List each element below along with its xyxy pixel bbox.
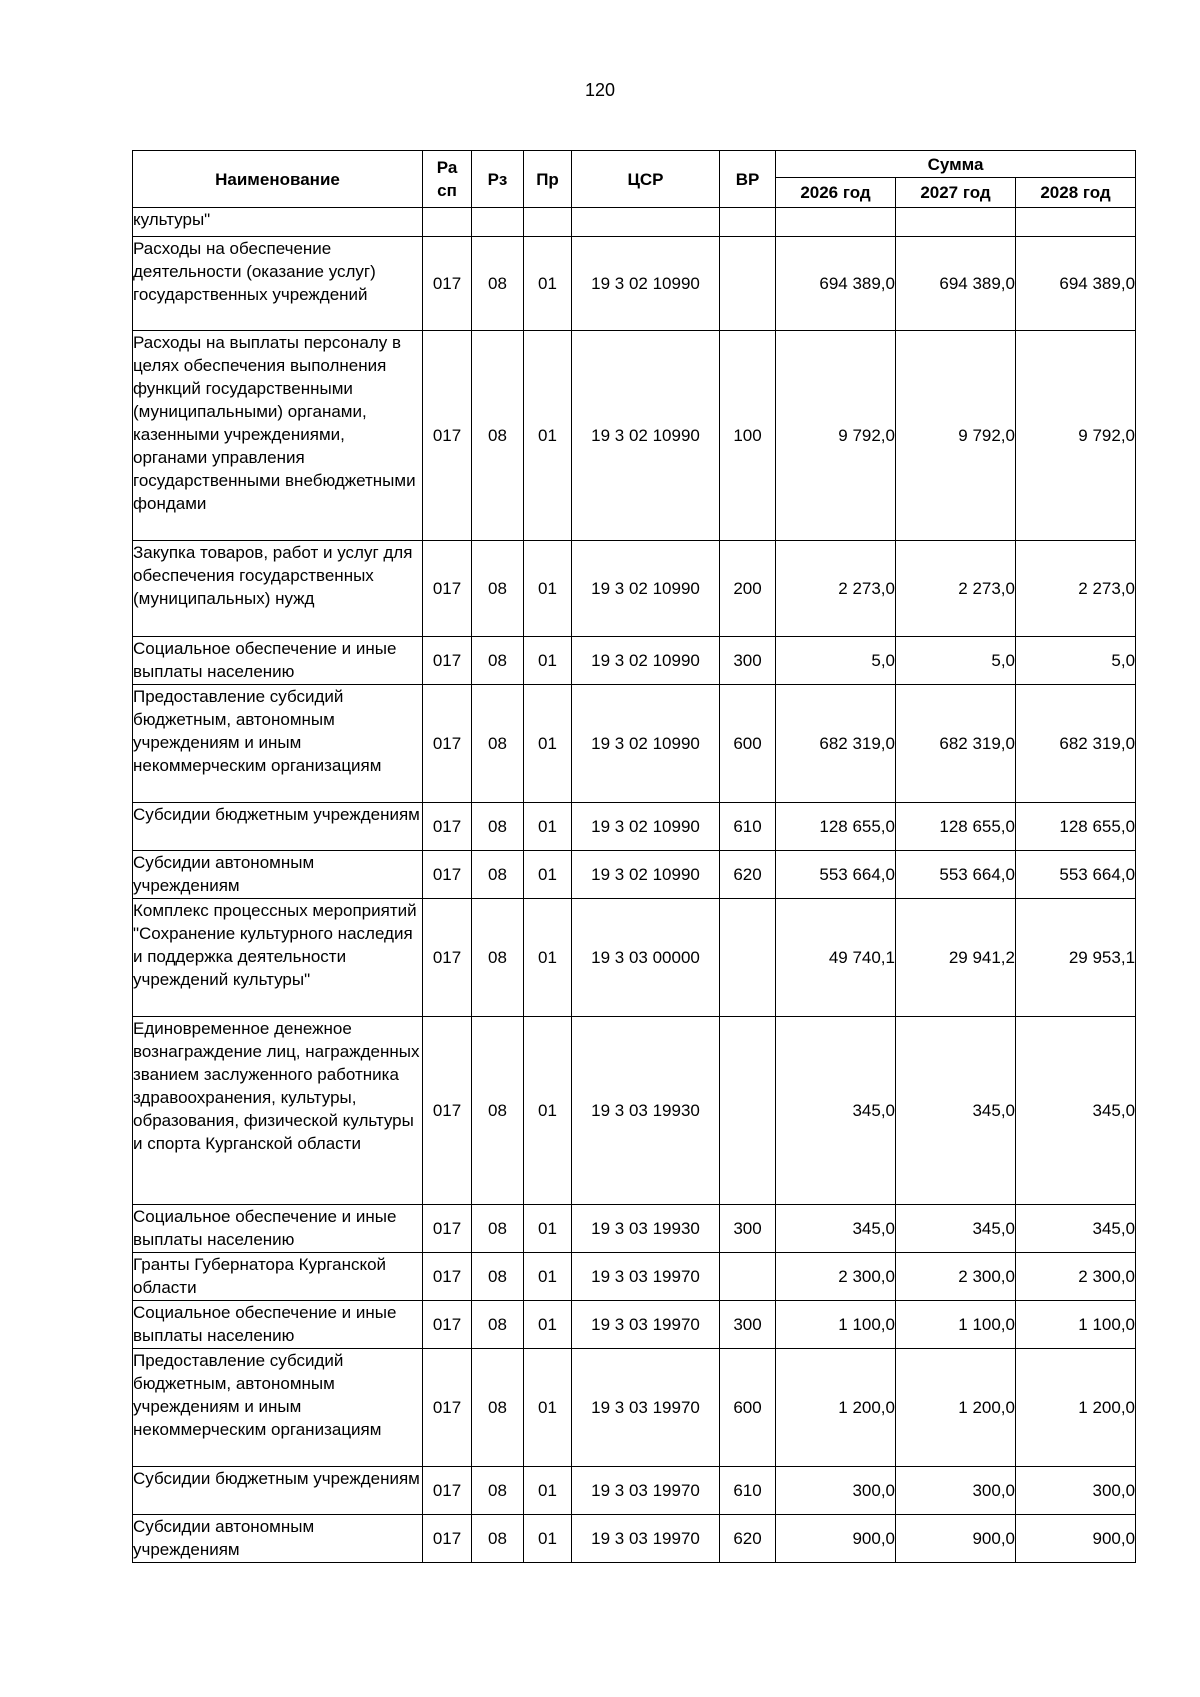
row-vr: [720, 208, 776, 237]
row-csr: 19 3 03 19930: [572, 1205, 720, 1253]
row-sum-2028: 900,0: [1016, 1515, 1136, 1563]
row-vr: 600: [720, 1349, 776, 1467]
row-sum-2026: 128 655,0: [776, 803, 896, 851]
row-vr: 300: [720, 1301, 776, 1349]
row-sum-2026: 9 792,0: [776, 331, 896, 541]
row-sum-2027: 553 664,0: [896, 851, 1016, 899]
table-row: [133, 1017, 1136, 1205]
row-csr: 19 3 02 10990: [572, 541, 720, 637]
row-sum-2027: 2 300,0: [896, 1253, 1016, 1301]
row-vr: 600: [720, 685, 776, 803]
row-pr: 01: [524, 541, 572, 637]
row-name: Субсидии автономным учреждениям: [133, 1515, 423, 1563]
row-vr: [720, 1253, 776, 1301]
row-pr: 01: [524, 1301, 572, 1349]
row-vr: 620: [720, 1515, 776, 1563]
row-vr: [720, 237, 776, 331]
header-vr: ВР: [720, 151, 776, 208]
row-sum-2027: 682 319,0: [896, 685, 1016, 803]
row-rz: 08: [472, 1349, 524, 1467]
row-sum-2026: 5,0: [776, 637, 896, 685]
row-rasp: 017: [423, 685, 472, 803]
row-rz: 08: [472, 1301, 524, 1349]
header-sum: Сумма: [776, 151, 1136, 178]
row-sum-2028: 1 100,0: [1016, 1301, 1136, 1349]
row-sum-2027: 1 200,0: [896, 1349, 1016, 1467]
table-row: [133, 803, 1136, 851]
table-row: [133, 208, 1136, 237]
row-sum-2028: [1016, 208, 1136, 237]
row-rz: 08: [472, 1253, 524, 1301]
page-number: 120: [584, 80, 616, 100]
row-rasp: 017: [423, 1017, 472, 1205]
row-vr: [720, 899, 776, 1017]
row-rz: 08: [472, 1205, 524, 1253]
row-rasp: 017: [423, 1515, 472, 1563]
row-name: Единовременное денежное вознаграждение лиц, награжденных званием заслуженного работника здравоохранения, культуры, образования, физической культуры и спорта Курганской области: [133, 1017, 423, 1205]
table-row: [133, 637, 1136, 685]
row-csr: 19 3 03 19930: [572, 1017, 720, 1205]
table-row: [133, 1205, 1136, 1253]
row-sum-2027: 300,0: [896, 1467, 1016, 1515]
table-row: [133, 1301, 1136, 1349]
row-pr: [524, 208, 572, 237]
row-vr: [720, 1017, 776, 1205]
row-sum-2028: 553 664,0: [1016, 851, 1136, 899]
row-name: культуры": [133, 208, 423, 237]
row-name: Гранты Губернатора Курганской области: [133, 1253, 423, 1301]
row-sum-2027: 29 941,2: [896, 899, 1016, 1017]
row-sum-2027: 345,0: [896, 1205, 1016, 1253]
table-row: [133, 685, 1136, 803]
row-rasp: 017: [423, 331, 472, 541]
row-name: Предоставление субсидий бюджетным, автономным учреждениям и иным некоммерческим организациям: [133, 685, 423, 803]
row-sum-2026: 345,0: [776, 1017, 896, 1205]
row-rasp: 017: [423, 1205, 472, 1253]
header-year-2026: 2026 год: [776, 178, 896, 208]
row-csr: 19 3 02 10990: [572, 851, 720, 899]
row-sum-2026: 1 200,0: [776, 1349, 896, 1467]
row-name: Расходы на обеспечение деятельности (оказание услуг) государственных учреждений: [133, 237, 423, 331]
row-rz: 08: [472, 637, 524, 685]
row-rasp: 017: [423, 851, 472, 899]
row-name: Субсидии бюджетным учреждениям: [133, 1467, 423, 1515]
row-csr: 19 3 02 10990: [572, 637, 720, 685]
row-sum-2028: 345,0: [1016, 1205, 1136, 1253]
row-vr: 300: [720, 637, 776, 685]
row-sum-2026: [776, 208, 896, 237]
row-csr: 19 3 02 10990: [572, 237, 720, 331]
row-vr: 200: [720, 541, 776, 637]
row-rz: 08: [472, 1515, 524, 1563]
row-csr: [572, 208, 720, 237]
row-name: Предоставление субсидий бюджетным, автономным учреждениям и иным некоммерческим организациям: [133, 1349, 423, 1467]
row-csr: 19 3 03 00000: [572, 899, 720, 1017]
budget-table: [132, 150, 1136, 1563]
row-sum-2026: 2 300,0: [776, 1253, 896, 1301]
row-name: Субсидии бюджетным учреждениям: [133, 803, 423, 851]
row-sum-2027: 9 792,0: [896, 331, 1016, 541]
row-rasp: 017: [423, 1467, 472, 1515]
row-rasp: 017: [423, 1349, 472, 1467]
row-pr: 01: [524, 1253, 572, 1301]
row-csr: 19 3 02 10990: [572, 331, 720, 541]
row-name: Социальное обеспечение и иные выплаты населению: [133, 637, 423, 685]
row-sum-2028: 682 319,0: [1016, 685, 1136, 803]
header-rz: Рз: [472, 151, 524, 208]
row-sum-2026: 49 740,1: [776, 899, 896, 1017]
row-csr: 19 3 03 19970: [572, 1253, 720, 1301]
table-row: [133, 1349, 1136, 1467]
row-name: Закупка товаров, работ и услуг для обеспечения государственных (муниципальных) нужд: [133, 541, 423, 637]
row-sum-2026: 694 389,0: [776, 237, 896, 331]
row-rz: [472, 208, 524, 237]
row-rz: 08: [472, 541, 524, 637]
row-sum-2028: 1 200,0: [1016, 1349, 1136, 1467]
row-rz: 08: [472, 1017, 524, 1205]
row-sum-2027: [896, 208, 1016, 237]
header-csr: ЦСР: [572, 151, 720, 208]
row-sum-2028: 9 792,0: [1016, 331, 1136, 541]
header-rasp-line1: Ра: [436, 158, 458, 177]
header-pr: Пр: [524, 151, 572, 208]
row-csr: 19 3 03 19970: [572, 1515, 720, 1563]
row-sum-2028: 694 389,0: [1016, 237, 1136, 331]
row-pr: 01: [524, 1205, 572, 1253]
row-pr: 01: [524, 331, 572, 541]
row-pr: 01: [524, 637, 572, 685]
row-pr: 01: [524, 1017, 572, 1205]
row-sum-2028: 29 953,1: [1016, 899, 1136, 1017]
row-sum-2026: 553 664,0: [776, 851, 896, 899]
row-sum-2028: 300,0: [1016, 1467, 1136, 1515]
row-sum-2028: 345,0: [1016, 1017, 1136, 1205]
row-name: Социальное обеспечение и иные выплаты населению: [133, 1301, 423, 1349]
row-csr: 19 3 03 19970: [572, 1467, 720, 1515]
row-rz: 08: [472, 685, 524, 803]
row-rz: 08: [472, 331, 524, 541]
row-rz: 08: [472, 1467, 524, 1515]
row-sum-2026: 2 273,0: [776, 541, 896, 637]
table-body: [133, 208, 1136, 1563]
row-name: Социальное обеспечение и иные выплаты населению: [133, 1205, 423, 1253]
table-row: [133, 1467, 1136, 1515]
table-row: [133, 237, 1136, 331]
header-name: Наименование: [133, 151, 423, 208]
row-csr: 19 3 03 19970: [572, 1301, 720, 1349]
table-row: [133, 851, 1136, 899]
row-sum-2027: 694 389,0: [896, 237, 1016, 331]
table-row: [133, 899, 1136, 1017]
row-rz: 08: [472, 237, 524, 331]
row-pr: 01: [524, 237, 572, 331]
header-year-2027: 2027 год: [896, 178, 1016, 208]
row-sum-2026: 682 319,0: [776, 685, 896, 803]
row-sum-2027: 900,0: [896, 1515, 1016, 1563]
row-rasp: 017: [423, 541, 472, 637]
row-rz: 08: [472, 803, 524, 851]
row-sum-2026: 345,0: [776, 1205, 896, 1253]
row-sum-2027: 345,0: [896, 1017, 1016, 1205]
header-rasp-line2: сп: [437, 181, 457, 200]
row-sum-2028: 2 273,0: [1016, 541, 1136, 637]
row-rasp: [423, 208, 472, 237]
row-sum-2026: 900,0: [776, 1515, 896, 1563]
row-rasp: 017: [423, 899, 472, 1017]
row-sum-2027: 128 655,0: [896, 803, 1016, 851]
table-row: [133, 331, 1136, 541]
row-rasp: 017: [423, 803, 472, 851]
row-rasp: 017: [423, 1301, 472, 1349]
row-vr: 620: [720, 851, 776, 899]
header-year-2028: 2028 год: [1016, 178, 1136, 208]
row-name: Комплекс процессных мероприятий "Сохранение культурного наследия и поддержка деятельности учреждений культуры": [133, 899, 423, 1017]
table-header: [133, 151, 1136, 208]
row-pr: 01: [524, 1349, 572, 1467]
row-rz: 08: [472, 899, 524, 1017]
row-name: Субсидии автономным учреждениям: [133, 851, 423, 899]
row-pr: 01: [524, 1515, 572, 1563]
row-pr: 01: [524, 851, 572, 899]
row-vr: 610: [720, 1467, 776, 1515]
row-sum-2026: 1 100,0: [776, 1301, 896, 1349]
row-name: Расходы на выплаты персоналу в целях обеспечения выполнения функций государственными (муниципальными) органами, казенными учреждениями, органами управления государственными внебюджетными фондами: [133, 331, 423, 541]
row-rasp: 017: [423, 637, 472, 685]
table-row: [133, 1253, 1136, 1301]
row-vr: 100: [720, 331, 776, 541]
header-rasp: [423, 151, 472, 208]
row-sum-2026: 300,0: [776, 1467, 896, 1515]
row-rasp: 017: [423, 1253, 472, 1301]
row-pr: 01: [524, 899, 572, 1017]
row-rz: 08: [472, 851, 524, 899]
row-sum-2028: 2 300,0: [1016, 1253, 1136, 1301]
row-pr: 01: [524, 685, 572, 803]
row-csr: 19 3 02 10990: [572, 685, 720, 803]
table-row: [133, 1515, 1136, 1563]
row-pr: 01: [524, 803, 572, 851]
row-csr: 19 3 03 19970: [572, 1349, 720, 1467]
row-vr: 610: [720, 803, 776, 851]
row-sum-2027: 2 273,0: [896, 541, 1016, 637]
row-rasp: 017: [423, 237, 472, 331]
row-sum-2027: 5,0: [896, 637, 1016, 685]
row-sum-2028: 5,0: [1016, 637, 1136, 685]
row-pr: 01: [524, 1467, 572, 1515]
row-vr: 300: [720, 1205, 776, 1253]
row-csr: 19 3 02 10990: [572, 803, 720, 851]
table-row: [133, 541, 1136, 637]
row-sum-2028: 128 655,0: [1016, 803, 1136, 851]
row-sum-2027: 1 100,0: [896, 1301, 1016, 1349]
